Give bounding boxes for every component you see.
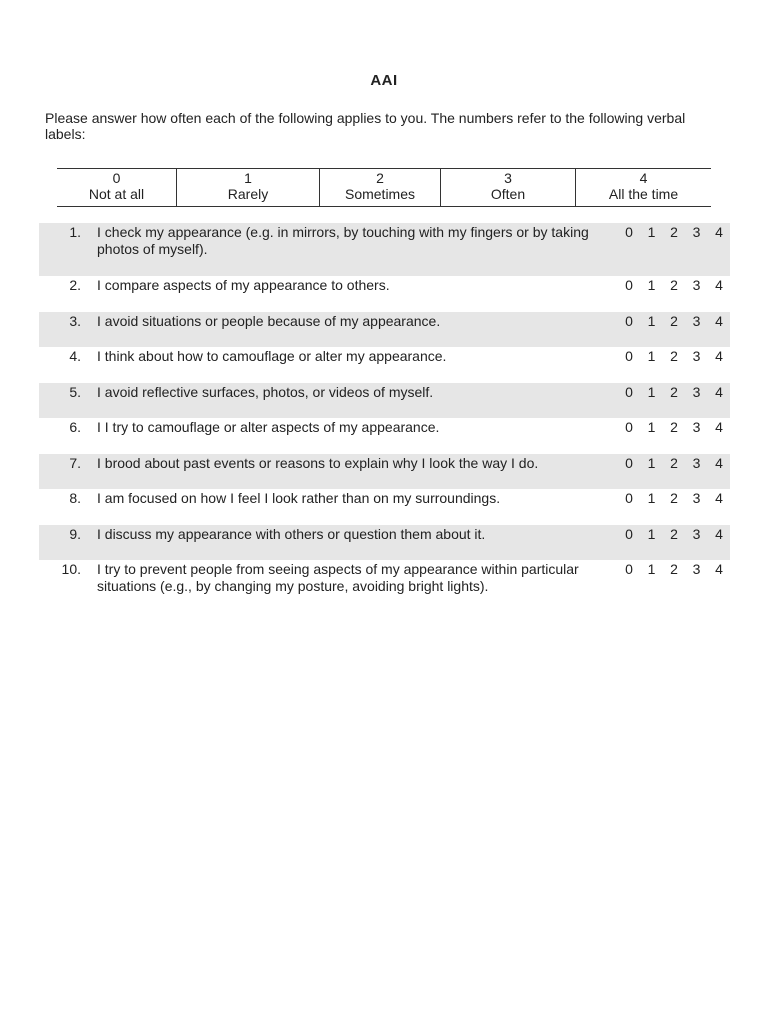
option-4[interactable]: 4 [715, 348, 723, 364]
option-4[interactable]: 4 [715, 313, 723, 329]
option-4[interactable]: 4 [715, 561, 723, 577]
option-2[interactable]: 2 [670, 419, 678, 435]
option-3[interactable]: 3 [692, 277, 701, 293]
scale-label: All the time [608, 186, 679, 202]
option-0[interactable]: 0 [625, 561, 633, 577]
option-1[interactable]: 1 [647, 419, 656, 435]
list-item-1 [39, 223, 730, 276]
list-item-9 [39, 525, 730, 560]
list-item-3 [39, 312, 730, 347]
option-3[interactable]: 3 [692, 313, 701, 329]
option-4[interactable]: 4 [715, 419, 723, 435]
list-item-4 [39, 347, 730, 383]
item-number: 5. [69, 384, 81, 400]
item-text: I avoid situations or people because of my appearance. [97, 313, 441, 329]
item-options [622, 490, 726, 507]
option-0[interactable]: 0 [625, 455, 633, 471]
questionnaire-title: AAI [370, 72, 398, 89]
option-4[interactable]: 4 [715, 526, 723, 542]
list-item-7 [39, 454, 730, 489]
option-1[interactable]: 1 [647, 561, 656, 577]
option-4[interactable]: 4 [715, 224, 723, 240]
scale-value: 1 [244, 170, 252, 186]
item-text: I avoid reflective surfaces, photos, or videos of myself. [97, 384, 434, 400]
option-2[interactable]: 2 [670, 490, 678, 506]
scale-cell-2 [320, 169, 441, 206]
item-options [622, 526, 726, 543]
item-options [622, 277, 726, 294]
option-0[interactable]: 0 [625, 384, 633, 400]
option-0[interactable]: 0 [625, 419, 633, 435]
item-options [622, 313, 726, 330]
item-options [622, 384, 726, 401]
instructions-text: Please answer how often each of the following applies to you. The numbers refer to the following verbal labels: [45, 110, 686, 142]
option-3[interactable]: 3 [692, 224, 701, 240]
scale-value: 3 [504, 170, 512, 186]
scale-label: Not at all [88, 186, 145, 202]
option-4[interactable]: 4 [715, 384, 723, 400]
option-2[interactable]: 2 [670, 561, 678, 577]
item-text: I check my appearance (e.g. in mirrors, by touching with my fingers or by taking photos of myself). [97, 224, 589, 257]
scale-cell-0 [57, 169, 177, 206]
scale-value: 2 [376, 170, 384, 186]
item-text: I discuss my appearance with others or question them about it. [97, 526, 486, 542]
option-4[interactable]: 4 [715, 455, 723, 471]
option-2[interactable]: 2 [670, 313, 678, 329]
item-options [622, 455, 726, 472]
item-text: I I try to camouflage or alter aspects of my appearance. [97, 419, 440, 435]
option-1[interactable]: 1 [647, 348, 656, 364]
item-text: I compare aspects of my appearance to others. [97, 277, 390, 293]
option-4[interactable]: 4 [715, 490, 723, 506]
option-3[interactable]: 3 [692, 561, 701, 577]
item-text: I try to prevent people from seeing aspects of my appearance within particular situations (e.g., by changing my posture, avoiding bright lights). [97, 561, 579, 594]
option-1[interactable]: 1 [647, 526, 656, 542]
option-0[interactable]: 0 [625, 277, 633, 293]
list-item-8 [39, 489, 730, 525]
item-text: I think about how to camouflage or alter my appearance. [97, 348, 447, 364]
option-1[interactable]: 1 [647, 384, 656, 400]
item-number: 2. [69, 277, 81, 293]
item-number: 1. [69, 224, 81, 240]
option-2[interactable]: 2 [670, 348, 678, 364]
option-2[interactable]: 2 [670, 224, 678, 240]
item-number: 8. [69, 490, 81, 506]
item-number: 9. [69, 526, 81, 542]
list-item-6 [39, 418, 730, 454]
list-item-10 [39, 560, 730, 608]
scale-value: 0 [112, 170, 121, 186]
item-number: 4. [69, 348, 81, 364]
option-2[interactable]: 2 [670, 277, 678, 293]
item-options [622, 224, 726, 241]
option-1[interactable]: 1 [647, 455, 656, 471]
item-options [622, 348, 726, 365]
option-2[interactable]: 2 [670, 384, 678, 400]
option-3[interactable]: 3 [692, 455, 701, 471]
item-text: I am focused on how I feel I look rather than on my surroundings. [97, 490, 501, 506]
list-item-2 [39, 276, 730, 312]
item-number: 7. [69, 455, 81, 471]
option-4[interactable]: 4 [715, 277, 723, 293]
item-list [39, 223, 730, 608]
option-1[interactable]: 1 [647, 277, 656, 293]
scale-cell-4 [576, 169, 711, 206]
option-0[interactable]: 0 [625, 526, 633, 542]
list-item-5 [39, 383, 730, 418]
option-3[interactable]: 3 [692, 526, 701, 542]
scale-label: Rarely [227, 186, 269, 202]
option-2[interactable]: 2 [670, 455, 678, 471]
option-2[interactable]: 2 [670, 526, 678, 542]
option-0[interactable]: 0 [625, 313, 633, 329]
scale-cell-1 [177, 169, 320, 206]
scale-label: Sometimes [344, 186, 416, 202]
option-3[interactable]: 3 [692, 384, 701, 400]
item-number: 3. [69, 313, 81, 329]
option-1[interactable]: 1 [647, 313, 656, 329]
option-0[interactable]: 0 [625, 348, 633, 364]
option-0[interactable]: 0 [625, 224, 633, 240]
item-text: I brood about past events or reasons to explain why I look the way I do. [97, 455, 539, 471]
option-3[interactable]: 3 [692, 348, 701, 364]
scale-label: Often [490, 186, 526, 202]
option-3[interactable]: 3 [692, 490, 701, 506]
item-options [622, 561, 726, 578]
item-options [622, 419, 726, 436]
scale-legend [57, 168, 711, 207]
item-number: 6. [69, 419, 81, 435]
item-number: 10. [61, 561, 81, 577]
option-1[interactable]: 1 [647, 490, 656, 506]
option-3[interactable]: 3 [692, 419, 701, 435]
option-1[interactable]: 1 [647, 224, 656, 240]
scale-value: 4 [639, 170, 648, 186]
option-0[interactable]: 0 [625, 490, 633, 506]
scale-cell-3 [441, 169, 576, 206]
